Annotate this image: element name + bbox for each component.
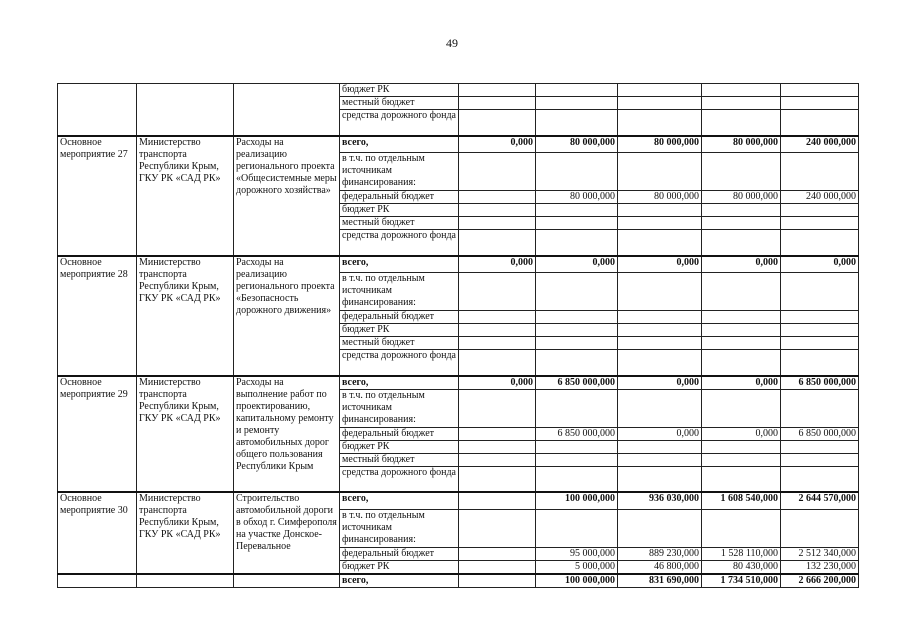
value-cell: [618, 230, 702, 256]
value-cell: [618, 453, 702, 466]
description-cell: Расходы на выполнение работ по проектированию, капитальному ремонту и ремонту автомобильных дорог общего пользования Республики Крым: [234, 376, 340, 493]
table-row: [58, 492, 859, 509]
value-cell: 80 000,000: [702, 191, 781, 204]
value-cell: [536, 440, 618, 453]
value-cell: [702, 509, 781, 547]
value-cell: 0,000: [459, 376, 536, 390]
value-cell: [618, 389, 702, 427]
value-cell: 132 230,000: [781, 560, 859, 574]
value-cell: [702, 84, 781, 97]
value-cell: [702, 97, 781, 110]
source-cell: средства дорожного фонда: [340, 350, 459, 376]
event-cell: Основное мероприятие 29: [58, 376, 137, 493]
value-cell: [702, 230, 781, 256]
value-cell: [702, 389, 781, 427]
table-row: [58, 376, 859, 390]
source-cell: бюджет РК: [340, 440, 459, 453]
value-cell: 936 030,000: [618, 492, 702, 509]
value-cell: [618, 84, 702, 97]
value-cell: [618, 350, 702, 376]
source-cell: федеральный бюджет: [340, 191, 459, 204]
value-cell: [459, 492, 536, 509]
value-cell: [702, 453, 781, 466]
value-cell: 95 000,000: [536, 547, 618, 560]
value-cell: 100 000,000: [536, 574, 618, 588]
value-cell: [781, 110, 859, 136]
value-cell: [536, 153, 618, 191]
value-cell: 0,000: [459, 256, 536, 273]
source-cell: всего,: [340, 256, 459, 273]
value-cell: 80 000,000: [618, 136, 702, 153]
value-cell: [536, 324, 618, 337]
value-cell: 5 000,000: [536, 560, 618, 574]
source-cell: бюджет РК: [340, 560, 459, 574]
value-cell: [781, 509, 859, 547]
executor-cell: [137, 574, 234, 588]
table-row: [58, 256, 859, 273]
source-cell: всего,: [340, 574, 459, 588]
value-cell: [781, 350, 859, 376]
value-cell: 6 850 000,000: [781, 427, 859, 440]
value-cell: 2 644 570,000: [781, 492, 859, 509]
source-cell: в т.ч. по отдельным источникам финансирования:: [340, 153, 459, 191]
value-cell: 6 850 000,000: [781, 376, 859, 390]
value-cell: 0,000: [702, 376, 781, 390]
source-cell: всего,: [340, 492, 459, 509]
value-cell: 889 230,000: [618, 547, 702, 560]
executor-cell: Министерство транспорта Республики Крым, ГКУ РК «САД РК»: [137, 492, 234, 574]
value-cell: [702, 110, 781, 136]
value-cell: [459, 466, 536, 492]
value-cell: [536, 311, 618, 324]
value-cell: [459, 217, 536, 230]
value-cell: 831 690,000: [618, 574, 702, 588]
value-cell: [618, 273, 702, 311]
source-cell: бюджет РК: [340, 84, 459, 97]
value-cell: [459, 311, 536, 324]
value-cell: 80 000,000: [618, 191, 702, 204]
table-row: [58, 574, 859, 588]
source-cell: местный бюджет: [340, 217, 459, 230]
value-cell: [536, 110, 618, 136]
value-cell: [618, 337, 702, 350]
value-cell: 0,000: [702, 256, 781, 273]
value-cell: [618, 311, 702, 324]
value-cell: [618, 466, 702, 492]
value-cell: [618, 324, 702, 337]
value-cell: [536, 230, 618, 256]
value-cell: 80 430,000: [702, 560, 781, 574]
value-cell: [618, 204, 702, 217]
value-cell: [781, 217, 859, 230]
source-cell: бюджет РК: [340, 324, 459, 337]
source-cell: федеральный бюджет: [340, 427, 459, 440]
value-cell: [618, 217, 702, 230]
source-cell: местный бюджет: [340, 453, 459, 466]
value-cell: [702, 311, 781, 324]
description-cell: Расходы на реализацию регионального проекта «Безопасность дорожного движения»: [234, 256, 340, 376]
source-cell: всего,: [340, 376, 459, 390]
value-cell: [781, 389, 859, 427]
value-cell: [781, 204, 859, 217]
event-cell: [58, 574, 137, 588]
value-cell: [618, 110, 702, 136]
source-cell: местный бюджет: [340, 337, 459, 350]
executor-cell: Министерство транспорта Республики Крым, ГКУ РК «САД РК»: [137, 376, 234, 493]
value-cell: [536, 97, 618, 110]
value-cell: [781, 440, 859, 453]
value-cell: [536, 453, 618, 466]
value-cell: 0,000: [781, 256, 859, 273]
value-cell: [459, 547, 536, 560]
description-cell: Строительство автомобильной дороги в обход г. Симферополя на участке Донское-Перевальное: [234, 492, 340, 574]
value-cell: [459, 427, 536, 440]
value-cell: [459, 324, 536, 337]
value-cell: [536, 84, 618, 97]
source-cell: в т.ч. по отдельным источникам финансирования:: [340, 389, 459, 427]
value-cell: [459, 509, 536, 547]
executor-cell: Министерство транспорта Республики Крым, ГКУ РК «САД РК»: [137, 136, 234, 256]
value-cell: [702, 350, 781, 376]
value-cell: [459, 453, 536, 466]
value-cell: [536, 337, 618, 350]
value-cell: 6 850 000,000: [536, 427, 618, 440]
value-cell: [702, 204, 781, 217]
value-cell: [459, 350, 536, 376]
value-cell: [781, 311, 859, 324]
event-cell: [58, 84, 137, 136]
description-cell: Расходы на реализацию регионального проекта «Общесистемные меры дорожного хозяйства»: [234, 136, 340, 256]
value-cell: [459, 230, 536, 256]
value-cell: [702, 324, 781, 337]
table-row: [58, 136, 859, 153]
value-cell: [536, 204, 618, 217]
value-cell: 80 000,000: [702, 136, 781, 153]
value-cell: [702, 337, 781, 350]
value-cell: [781, 466, 859, 492]
value-cell: [459, 191, 536, 204]
value-cell: [536, 509, 618, 547]
value-cell: [618, 509, 702, 547]
value-cell: [702, 273, 781, 311]
value-cell: [702, 217, 781, 230]
source-cell: средства дорожного фонда: [340, 466, 459, 492]
value-cell: 1 608 540,000: [702, 492, 781, 509]
value-cell: [459, 153, 536, 191]
value-cell: [781, 84, 859, 97]
value-cell: [781, 97, 859, 110]
source-cell: средства дорожного фонда: [340, 110, 459, 136]
source-cell: в т.ч. по отдельным источникам финансирования:: [340, 273, 459, 311]
page-number: 49: [446, 36, 458, 50]
event-cell: Основное мероприятие 27: [58, 136, 137, 256]
value-cell: 2 666 200,000: [781, 574, 859, 588]
value-cell: [459, 560, 536, 574]
value-cell: 0,000: [618, 376, 702, 390]
value-cell: [459, 337, 536, 350]
source-cell: федеральный бюджет: [340, 311, 459, 324]
value-cell: [536, 389, 618, 427]
value-cell: [618, 153, 702, 191]
value-cell: [536, 350, 618, 376]
value-cell: 0,000: [702, 427, 781, 440]
value-cell: [459, 110, 536, 136]
value-cell: [536, 466, 618, 492]
value-cell: [702, 440, 781, 453]
value-cell: 6 850 000,000: [536, 376, 618, 390]
table-row: [58, 84, 859, 97]
value-cell: 1 734 510,000: [702, 574, 781, 588]
value-cell: 2 512 340,000: [781, 547, 859, 560]
value-cell: 0,000: [536, 256, 618, 273]
value-cell: [781, 324, 859, 337]
executor-cell: Министерство транспорта Республики Крым, ГКУ РК «САД РК»: [137, 256, 234, 376]
value-cell: [702, 466, 781, 492]
value-cell: 240 000,000: [781, 136, 859, 153]
value-cell: 0,000: [459, 136, 536, 153]
value-cell: [459, 574, 536, 588]
description-cell: [234, 84, 340, 136]
budget-table: [57, 83, 859, 588]
value-cell: 240 000,000: [781, 191, 859, 204]
event-cell: Основное мероприятие 30: [58, 492, 137, 574]
value-cell: [459, 389, 536, 427]
source-cell: в т.ч. по отдельным источникам финансирования:: [340, 509, 459, 547]
value-cell: [459, 440, 536, 453]
source-cell: федеральный бюджет: [340, 547, 459, 560]
event-cell: Основное мероприятие 28: [58, 256, 137, 376]
value-cell: [781, 153, 859, 191]
value-cell: [781, 273, 859, 311]
value-cell: [536, 273, 618, 311]
value-cell: [618, 440, 702, 453]
value-cell: 1 528 110,000: [702, 547, 781, 560]
source-cell: всего,: [340, 136, 459, 153]
value-cell: 80 000,000: [536, 191, 618, 204]
value-cell: [618, 97, 702, 110]
value-cell: 46 800,000: [618, 560, 702, 574]
value-cell: [702, 153, 781, 191]
value-cell: 100 000,000: [536, 492, 618, 509]
value-cell: [459, 273, 536, 311]
value-cell: 0,000: [618, 256, 702, 273]
executor-cell: [137, 84, 234, 136]
value-cell: [781, 453, 859, 466]
value-cell: 80 000,000: [536, 136, 618, 153]
value-cell: [459, 204, 536, 217]
value-cell: [781, 337, 859, 350]
value-cell: [459, 97, 536, 110]
description-cell: [234, 574, 340, 588]
value-cell: 0,000: [618, 427, 702, 440]
source-cell: местный бюджет: [340, 97, 459, 110]
value-cell: [781, 230, 859, 256]
source-cell: средства дорожного фонда: [340, 230, 459, 256]
value-cell: [459, 84, 536, 97]
source-cell: бюджет РК: [340, 204, 459, 217]
value-cell: [536, 217, 618, 230]
